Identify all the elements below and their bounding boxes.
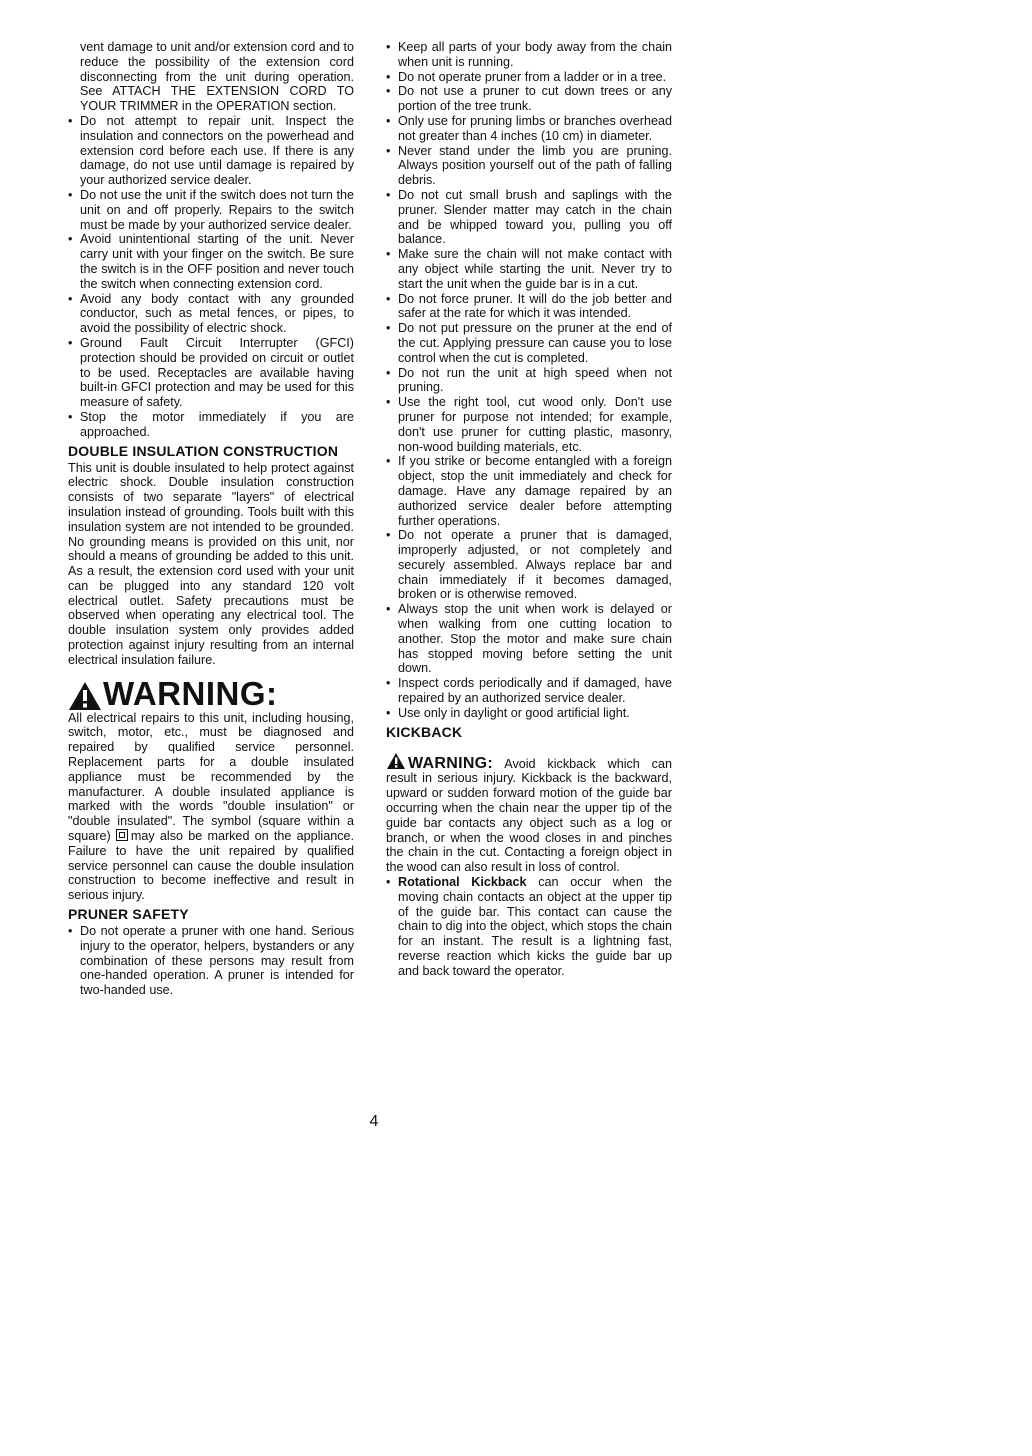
list-item	[386, 875, 672, 979]
rotational-kickback-text: can occur when the moving chain contacts an object at the upper tip of the guide bar. This contact can cause the chain to dig into the object, which stops the chain for an instant. The result is a lightning fast, reverse reaction which kicks the guide bar up and back toward the operator.	[398, 875, 673, 978]
list-item: • Do not operate a pruner with one hand. Serious injury to the operator, helpers, bystanders or any combination of these persons may result from one-handed operation. A pruner is intended for two-handed use.	[68, 924, 354, 998]
list-item: • Make sure the chain will not make contact with any object while starting the unit. Never try to start the unit when the guide bar is in a cut.	[386, 247, 672, 291]
page-number: 4	[369, 1113, 379, 1130]
warning-text	[68, 711, 354, 903]
list-item: • Do not cut small brush and saplings with the pruner. Slender matter may catch in the chain and be whipped toward you, pulling you off balance.	[386, 188, 672, 247]
warning-title	[68, 674, 354, 712]
intro-continued: vent damage to unit and/or extension cord and to reduce the possibility of the extension cord disconnecting from the unit during operation. See ATTACH THE EXTENSION CORD TO YOUR TRIMMER in the OPERATION section.	[80, 40, 354, 114]
list-item: • Never stand under the limb you are pruning. Always position yourself out of the path of falling debris.	[386, 144, 672, 188]
list-item: • If you strike or become entangled with a foreign object, stop the unit immediately and check for damage. Have any damage repaired by an authorized service dealer before attempting further operations.	[386, 454, 672, 528]
list-item: • Do not operate pruner from a ladder or in a tree.	[386, 70, 672, 85]
list-item: • Do not run the unit at high speed when not pruning.	[386, 366, 672, 396]
warning-text-part-2: may also be marked on the appliance. Failure to have the unit repaired by qualified service personnel can cause the double insulation construction to become ineffective and result in serious injury.	[68, 829, 355, 903]
list-item: • Keep all parts of your body away from the chain when unit is running.	[386, 40, 672, 70]
list-item: • Always stop the unit when work is delayed or when walking from one cutting location to another. Stop the motor and make sure chain has stopped moving before setting the unit down.	[386, 602, 672, 676]
list-item: • Do not use the unit if the switch does not turn the unit on and off properly. Repairs to the switch must be made by your authorized service dealer.	[68, 188, 354, 232]
list-item: • Use the right tool, cut wood only. Don't use pruner for purpose not intended; for example, don't use pruner for cutting plastic, masonry, non-wood building materials, etc.	[386, 395, 672, 454]
kickback-warning-text: Avoid kickback which can result in serious injury. Kickback is the backward, upward or sudden forward motion of the guide bar occurring when the chain near the upper tip of the guide bar contacts any object such as a log or branch, or when the wood closes in and pinches the chain in the cut. Contacting a foreign object in the wood can also result in loss of control.	[386, 756, 672, 875]
warning-title-text: WARNING:	[103, 674, 278, 712]
right-column	[386, 40, 672, 979]
pruner-safety-heading: PRUNER SAFETY	[68, 906, 189, 923]
kickback-warning-label: WARNING:	[408, 754, 494, 772]
list-item: • Do not force pruner. It will do the job better and safer at the rate for which it was intended.	[386, 292, 672, 322]
kickback-warning	[386, 752, 672, 875]
double-insulation-square-icon	[116, 829, 128, 841]
list-item: • Use only in daylight or good artificial light.	[386, 706, 672, 721]
list-item: • Only use for pruning limbs or branches overhead not greater than 4 inches (10 cm) in diameter.	[386, 114, 672, 144]
list-item: • Do not use a pruner to cut down trees or any portion of the tree trunk.	[386, 84, 672, 114]
list-item: • Avoid any body contact with any grounded conductor, such as metal fences, or pipes, to avoid the possibility of electric shock.	[68, 292, 354, 336]
list-item: • Do not operate a pruner that is damaged, improperly adjusted, or not completely and securely assembled. Always replace bar and chain immediately if it becomes damaged, broken or is otherwise removed.	[386, 528, 672, 602]
warning-text-part-1: All electrical repairs to this unit, including housing, switch, motor, etc., must be diagnosed and repaired by qualified service personnel. Replacement parts for a double insulated appliance must be recommended by the manufacturer. A double insulated appliance is marked with the words "double insulation" or "double insulated". The symbol (square within a square)	[68, 710, 354, 844]
kickback-heading: KICKBACK	[386, 723, 463, 740]
list-item: • Stop the motor immediately if you are approached.	[68, 410, 354, 440]
list-item: • Avoid unintentional starting of the unit. Never carry unit with your finger on the switch. Be sure the switch is in the OFF position and never touch the switch when connecting extension cord.	[68, 232, 354, 291]
list-item: • Inspect cords periodically and if damaged, have repaired by an authorized service dealer.	[386, 676, 672, 706]
rotational-kickback-term: Rotational Kickback	[398, 875, 527, 890]
double-insulation-heading: DOUBLE INSULATION CONSTRUCTION	[68, 442, 339, 459]
warning-triangle-icon	[68, 681, 102, 711]
list-item: • Do not put pressure on the pruner at the end of the cut. Applying pressure can cause you to lose control when the cut is completed.	[386, 321, 672, 365]
list-item: • Ground Fault Circuit Interrupter (GFCI) protection should be provided on circuit or outlet to be used. Receptacles are available having built-in GFCI protection and may be used for this measure of safety.	[68, 336, 354, 410]
double-insulation-text: This unit is double insulated to help protect against electric shock. Double insulation construction consists of two separate "layers" of electrical insulation instead of grounding. Tools built with this insulation system are not intended to be grounded. No grounding means is provided on this unit, nor should a means of grounding be added to this unit. As a result, the extension cord used with your unit can be plugged into any standard 120 volt electrical outlet. Safety precautions must be observed when operating any electrical tool. The double insulation system only provides added protection against injury resulting from an internal electrical insulation failure.	[68, 460, 354, 667]
list-item: • Do not attempt to repair unit. Inspect the insulation and connectors on the powerhead and extension cord before each use. If there is any damage, do not use until damage is repaired by your authorized service dealer.	[68, 114, 354, 188]
left-column	[68, 40, 354, 998]
warning-triangle-icon	[386, 752, 406, 770]
